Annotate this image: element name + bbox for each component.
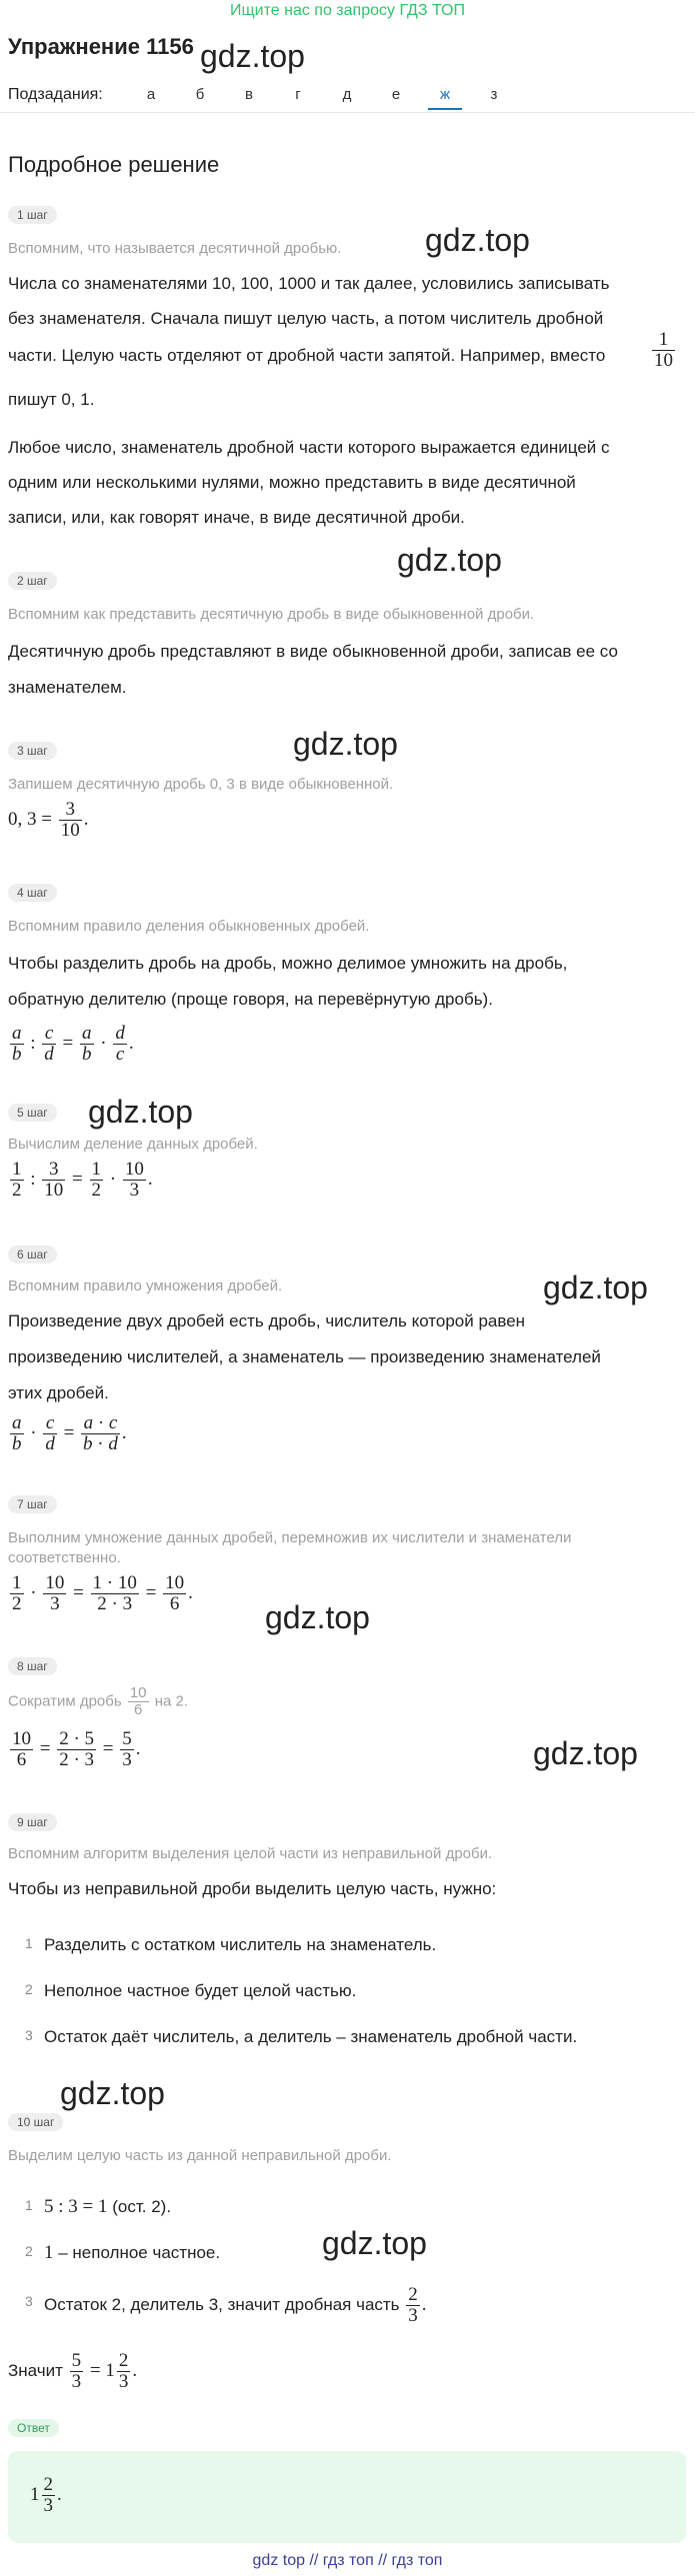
step-badge: 8 шаг	[8, 1657, 57, 1675]
paragraph: части. Целую часть отделяют от дробной части запятой. Например, вместо	[8, 346, 606, 365]
step-badge: 5 шаг	[8, 1104, 57, 1122]
step-hint: Вспомним, что называется десятичной дробью.	[8, 240, 342, 257]
paragraph: одним или несколькими нулями, можно представить в виде десятичной	[8, 473, 576, 492]
formula-reduction: $\frac{10}{6}$ = $\frac{2 \cdot 5}{2 \cdot 3}$ = $\frac{5}{3}$ .	[12, 1728, 141, 1770]
tab-a[interactable]: а	[146, 86, 156, 103]
tab-b[interactable]: б	[195, 86, 205, 103]
watermark: gdz.top	[322, 2225, 427, 2261]
tab-e[interactable]: е	[391, 86, 401, 103]
step-hint: Выполним умножение данных дробей, перемножив их числители и знаменатели	[8, 1529, 572, 1546]
math-expression: 1	[44, 2242, 54, 2263]
list-item-text: – неполное частное.	[58, 2243, 221, 2262]
step-badge: 4 шаг	[8, 884, 57, 902]
list-number: 2	[25, 1981, 33, 1997]
step-badge: 9 шаг	[8, 1813, 57, 1831]
subtasks-label: Подзадания:	[8, 86, 103, 103]
watermark: gdz.top	[397, 542, 502, 578]
page-title: Упражнение 1156	[8, 34, 194, 59]
watermark: gdz.top	[265, 1599, 370, 1635]
paragraph: Чтобы из неправильной дроби выделить целую часть, нужно:	[8, 1879, 497, 1898]
step-badge: 6 шаг	[8, 1246, 57, 1264]
step-badge: 1 шаг	[8, 206, 57, 224]
list-number: 1	[25, 2197, 33, 2213]
step-hint: Вспомним алгоритм выделения целой части из неправильной дроби.	[8, 1845, 493, 1862]
step-badge: 2 шаг	[8, 572, 57, 590]
fraction-1-10: $\frac{1}{10}$	[654, 329, 673, 371]
active-tab-indicator	[428, 108, 462, 110]
formula-multiplication-rule: $\frac{a}{b}$ · $\frac{c}{d}$ = $\frac{a \cdot c}{b \cdot d}$ .	[12, 1412, 127, 1454]
paragraph: без знаменателя. Сначала пишут целую часть, а потом числитель дробной	[8, 309, 604, 328]
list-item-text: Остаток 2, делитель 3, значит дробная часть	[44, 2294, 400, 2314]
conclusion-text: Значит	[8, 2360, 63, 2380]
tab-g[interactable]: г	[295, 86, 301, 103]
answer-box	[8, 2451, 686, 2543]
formula-division: $\frac{1}{2}$ : $\frac{3}{10}$ = $\frac{1}{2}$ · $\frac{10}{3}$ .	[12, 1159, 153, 1201]
step-hint: Вычислим деление данных дробей.	[8, 1136, 258, 1153]
step-hint: Запишем десятичную дробь 0, 3 в виде обыкновенной.	[8, 776, 394, 793]
paragraph: записи, или, как говорят иначе, в виде десятичной дроби.	[8, 508, 465, 527]
step-hint: соответственно.	[8, 1549, 121, 1566]
watermark: gdz.top	[543, 1270, 648, 1305]
tab-d[interactable]: д	[342, 86, 352, 103]
paragraph: пишут 0, 1.	[8, 390, 95, 409]
step-hint-text: Сократим дробь	[8, 1692, 122, 1710]
answer-badge: Ответ	[8, 2419, 59, 2437]
step-hint-text: на 2.	[154, 1692, 189, 1710]
watermark: gdz.top	[60, 2075, 165, 2111]
formula-division-rule: $\frac{a}{b}$ : $\frac{c}{d}$ = $\frac{a}{b}$ · $\frac{d}{c}$ .	[12, 1023, 134, 1065]
paragraph: этих дробей.	[8, 1383, 109, 1402]
answer-value: 1 $\frac{2}{3}$ .	[30, 2474, 62, 2516]
divider	[0, 112, 695, 113]
step-badge: 10 шаг	[8, 2113, 63, 2131]
paragraph: Десятичную дробь представляют в виде обыкновенной дроби, записав ее со	[8, 642, 618, 661]
list-item: Остаток 2, делитель 3, значит дробная часть $\frac{2}{3}$ .	[44, 2284, 427, 2326]
step-hint: Вспомним правило деления обыкновенных дробей.	[8, 918, 370, 935]
paragraph: Любое число, знаменатель дробной части которого выражается единицей с	[8, 438, 610, 457]
paragraph: Числа со знаменателями 10, 100, 1000 и так далее, условились записывать	[8, 274, 610, 293]
watermark: gdz.top	[425, 222, 530, 258]
tab-zh[interactable]: ж	[439, 86, 451, 103]
paragraph: произведению числителей, а знаменатель — произведению знаменателей	[8, 1347, 601, 1366]
watermark: gdz.top	[293, 726, 398, 762]
list-item-text: (ост. 2).	[112, 2197, 172, 2216]
formula-0-3: 0, 3 = $\frac{3}{10}$ .	[8, 799, 89, 841]
list-item: Остаток даёт числитель, а делитель – знаменатель дробной части.	[44, 2027, 578, 2046]
paragraph: Чтобы разделить дробь на дробь, можно делимое умножить на дробь,	[8, 954, 568, 973]
step-hint: Вспомним правило умножения дробей.	[8, 1278, 283, 1294]
math-expression: 5 : 3 = 1	[44, 2196, 108, 2217]
list-number: 3	[25, 2027, 33, 2043]
list-number: 3	[25, 2293, 33, 2309]
footer-links[interactable]: gdz top // гдз топ // гдз топ	[252, 2552, 443, 2569]
watermark: gdz.top	[533, 1735, 638, 1771]
step-hint: Сократим дробь $\frac{10}{6}$ на 2.	[8, 1684, 189, 1718]
conclusion: Значит $\frac{5}{3}$ = 1 $\frac{2}{3}$ .	[8, 2350, 138, 2392]
step-badge: 3 шаг	[8, 742, 57, 760]
search-banner[interactable]: Ищите нас по запросу ГДЗ ТОП	[230, 2, 465, 19]
step-hint: Вспомним как представить десятичную дробь в виде обыкновенной дроби.	[8, 606, 535, 623]
paragraph: Произведение двух дробей есть дробь, числитель которой равен	[8, 1311, 526, 1330]
watermark: gdz.top	[200, 38, 305, 74]
tab-v[interactable]: в	[245, 86, 253, 103]
step-hint: Выделим целую часть из данной неправильной дроби.	[8, 2147, 392, 2164]
list-item: Разделить с остатком числитель на знаменатель.	[44, 1935, 437, 1954]
list-item	[44, 2189, 674, 2224]
step-badge: 7 шаг	[8, 1495, 57, 1513]
paragraph: знаменателем.	[8, 678, 127, 697]
formula-multiplication: $\frac{1}{2}$ · $\frac{10}{3}$ = $\frac{1 \cdot 10}{2 \cdot 3}$ = $\frac{10}{6}$ .	[12, 1572, 193, 1614]
solution-heading: Подробное решение	[8, 152, 220, 177]
paragraph: обратную делителю (проще говоря, на перевёрнутую дробь).	[8, 990, 493, 1009]
list-number: 1	[25, 1935, 33, 1951]
tab-z[interactable]: з	[490, 86, 498, 103]
list-number: 2	[25, 2243, 33, 2259]
list-item: Неполное частное будет целой частью.	[44, 1981, 357, 2000]
watermark: gdz.top	[88, 1094, 193, 1130]
